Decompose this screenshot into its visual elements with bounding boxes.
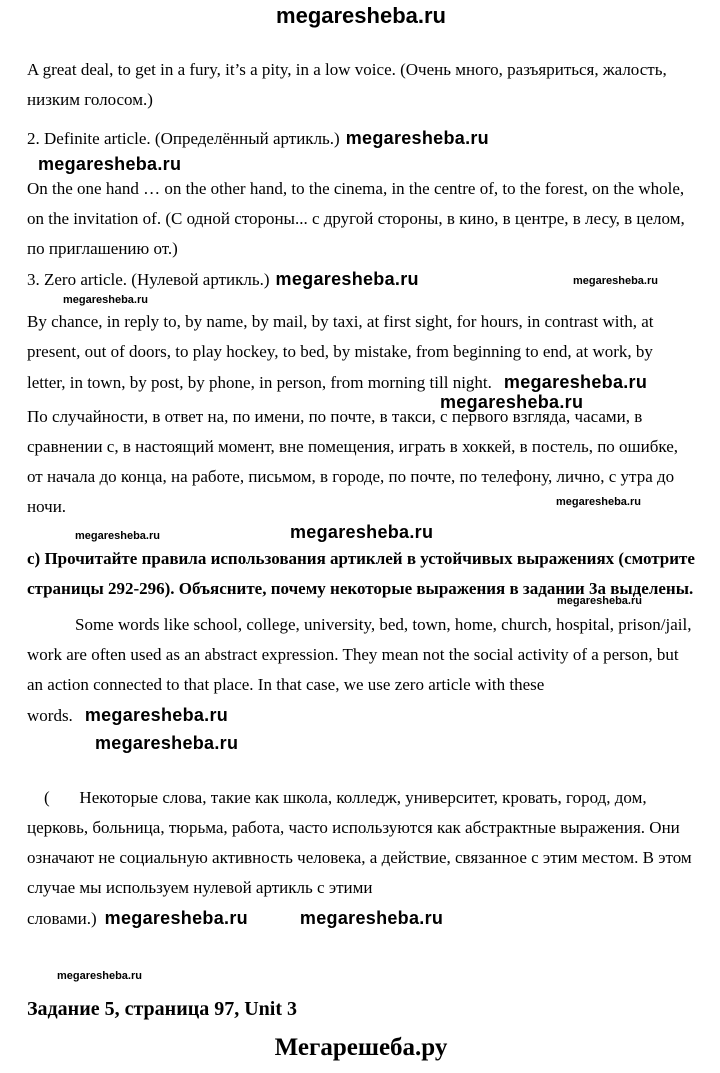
section-2-label: 2. Definite article. (Определённый артикль.) — [27, 129, 340, 148]
paragraph-zero-article-examples-en — [27, 307, 695, 412]
watermark: megaresheba.ru — [84, 705, 229, 725]
watermark: megaresheba.ru — [556, 496, 641, 508]
paragraph-definite-article-examples: On the one hand … on the other hand, to the cinema, in the centre of, to the forest, on the whole, on the invitation of. (С одной стороны... с другой стороны, в кино, в центре, в лесу, в целом, по приглашению от.) — [27, 179, 685, 258]
watermark-row — [27, 522, 695, 544]
watermark-row — [38, 154, 695, 174]
watermark: megaresheba.ru — [573, 275, 658, 287]
watermark: megaresheba.ru — [290, 522, 434, 542]
watermark: megaresheba.ru — [345, 128, 489, 148]
watermark: megaresheba.ru — [38, 154, 182, 174]
site-footer-title: Мегарешеба.ру — [274, 1034, 448, 1061]
paragraph-explanation-en — [27, 610, 695, 731]
watermark-row — [95, 733, 695, 753]
paragraph-zero-article-examples-ru-text: По случайности, в ответ на, по имени, по почте, в такси, с первого взгляда, часами, в сравнении с, в настоящий момент, вне помещения, играть в хоккей, в постель, по ошибке, от начала до конца, на работе, письмом, в городе, по почте, по телефону, лично, с утра до ночи. — [27, 407, 679, 516]
watermark: megaresheba.ru — [95, 733, 239, 753]
watermark: megaresheba.ru — [275, 269, 419, 289]
watermark: megaresheba.ru — [75, 530, 160, 542]
paragraph-explanation-ru — [27, 753, 695, 964]
watermark: megaresheba.ru — [440, 392, 584, 412]
watermark: megaresheba.ru — [299, 908, 444, 928]
task-c-instructions-text: с) Прочитайте правила использования артиклей в устойчивых выражениях (смотрите страницы 292-296). Объясните, почему некоторые выражения в задании 3а выделены. — [27, 549, 695, 598]
task-heading: Задание 5, страница 97, Unit 3 — [27, 998, 298, 1020]
watermark: megaresheba.ru — [557, 595, 642, 607]
watermark-row — [57, 968, 695, 981]
watermark: megaresheba.ru — [503, 372, 648, 392]
watermark: megaresheba.ru — [63, 294, 148, 306]
section-3-label: 3. Zero article. (Нулевой артикль.) — [27, 270, 270, 289]
watermark: megaresheba.ru — [57, 970, 142, 982]
paragraph-zero-article-examples-en-text: By chance, in reply to, by name, by mail, by taxi, at first sight, for hours, in contrast with, at present, out of doors, to play hockey, to bed, by mistake, from beginning to end, at work, by letter, in town, by post, by phone, in person, from morning till night. — [27, 312, 654, 392]
section-2-row — [27, 123, 695, 154]
paragraph-explanation-en-text: Some words like school, college, university, bed, town, home, church, hospital, prison/jail, work are often used as an abstract expression. They mean not the social activity of a person, but an action connected to that place. In that case, we use zero article with these words. — [27, 615, 692, 725]
section-3-row — [27, 264, 695, 306]
watermark: megaresheba.ru — [104, 908, 248, 928]
paragraph-explanation-ru-text: ( Некоторые слова, такие как школа, колледж, университет, кровать, город, дом, церковь, больница, тюрьма, работа, часто используются как абстрактные выражения. Они означают не социальную активность человека, а действие, связанное с этим местом. В этом случае мы используем нулевой артикль с этими словами.) — [27, 788, 696, 928]
site-header-title: megaresheba.ru — [276, 3, 446, 28]
paragraph-fixed-expressions: A great deal, to get in a fury, it’s a pity, in a low voice. (Очень много, разъяриться, жалость, низким голосом.) — [27, 60, 667, 109]
paragraph-zero-article-examples-ru — [27, 402, 695, 522]
task-c-instructions — [27, 544, 695, 607]
